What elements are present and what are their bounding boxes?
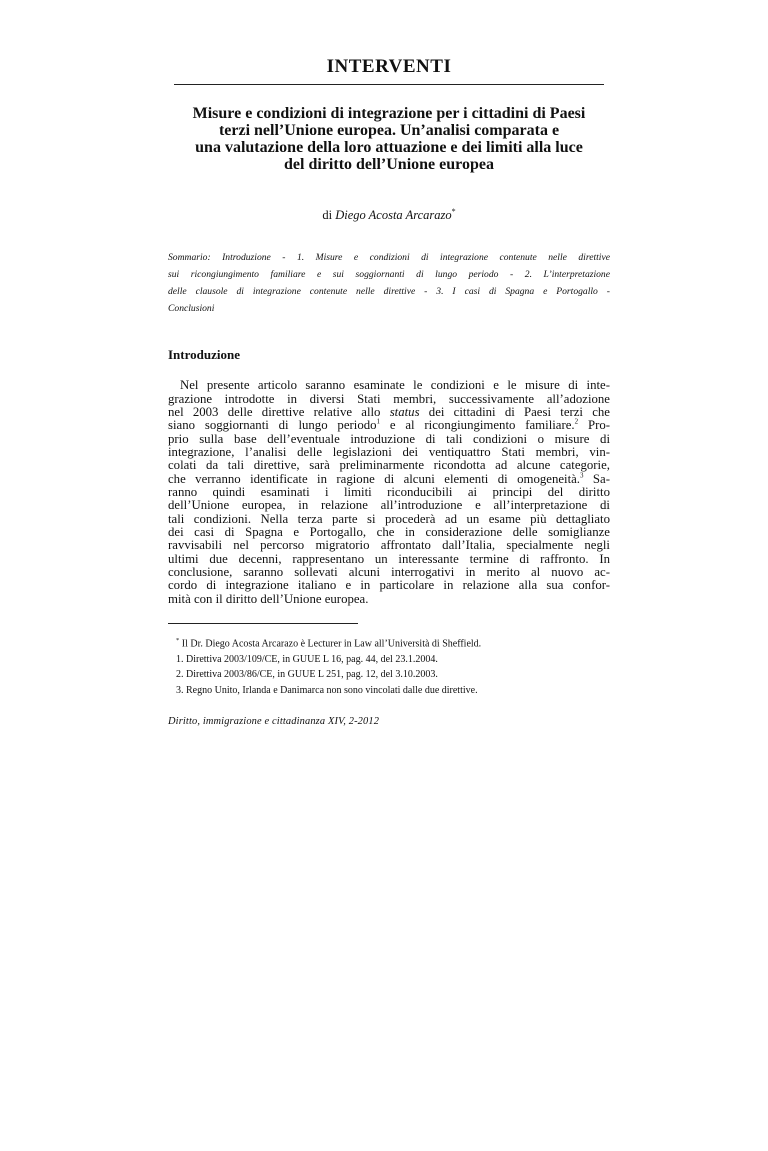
- article-title-line: Misure e condizioni di integrazione per i cittadini di Paesi: [192, 105, 586, 122]
- footnote-text: Il Dr. Diego Acosta Arcarazo è Lecturer in Law all’Università di Sheffield.: [179, 638, 482, 650]
- author-name: Diego Acosta Arcarazo: [335, 208, 452, 223]
- section-heading: Introduzione: [168, 347, 240, 363]
- body-line: ultimi due decenni, rappresentano un interessante termine di raffronto. In: [168, 551, 610, 566]
- body-text-run: siano soggiornanti di lungo periodo: [168, 418, 377, 433]
- article-title-line: una valutazione della loro attuazione e dei limiti alla luce: [195, 139, 583, 156]
- footnote-mark: *: [176, 637, 180, 644]
- journal-reference: Diritto, immigrazione e cittadinanza XIV, 2-2012: [168, 716, 380, 728]
- footnote-text: 1. Direttiva 2003/109/CE, in GUUE L 16, pag. 44, del 23.1.2004.: [176, 653, 438, 665]
- body-line: integrazione, l’analisi delle legislazioni dei ventiquattro Stati membri, vin-: [168, 444, 610, 459]
- body-line: cordo di integrazione italiano e in particolare in relazione alla sua confor-: [168, 578, 610, 593]
- body-line: colati da tali direttive, sarà preliminarmente ricondotta ad alcune categorie,: [168, 458, 610, 473]
- title-rule: [174, 84, 604, 85]
- body-line: ravvisabili nel percorso migratorio affrontato dall’Italia, specialmente negli: [168, 538, 610, 553]
- body-line: dei casi di Spagna e Portogallo, che in considerazione delle somiglianze: [168, 524, 610, 539]
- body-paragraph: [168, 379, 610, 606]
- summary-line: sui ricongiungimento familiare e sui soggiornanti di lungo periodo - 2. L’interpretazione: [168, 269, 610, 281]
- document-page: [168, 56, 610, 727]
- article-title-line: terzi nell’Unione europea. Un’analisi comparata e: [218, 122, 560, 139]
- footnote-text: 2. Direttiva 2003/86/CE, in GUUE L 251, pag. 12, del 3.10.2003.: [176, 669, 438, 681]
- footnote-ref: 2: [574, 417, 579, 426]
- body-text-run: che verranno identificate in ragione di alcuni elementi di omogeneità.: [168, 471, 581, 486]
- footnote-ref: 1: [376, 417, 381, 426]
- body-line: conclusione, saranno sollevati alcuni interrogativi in merito al nuovo ac-: [168, 564, 610, 579]
- body-line: ranno quindi esaminati i limiti riconducibili ai principi del diritto: [168, 484, 610, 499]
- summary-line: Conclusioni: [168, 303, 215, 315]
- body-text-run: dei cittadini di Paesi terzi che: [428, 404, 610, 419]
- body-text-run: Sa-: [583, 471, 610, 486]
- body-line: grazione introdotte in diversi Stati membri, successivamente all’adozione: [168, 391, 610, 406]
- footnote-ref: 3: [580, 471, 584, 480]
- body-line: mità con il diritto dell’Unione europea.: [168, 591, 369, 606]
- footnotes: [168, 633, 610, 698]
- author-footnote-mark: *: [451, 207, 456, 216]
- article-title-line: del diritto dell’Unione europea: [284, 156, 494, 173]
- footnote: [168, 683, 610, 699]
- body-line: dell’Unione europea, in relazione all’introduzione e all’interpretazione di: [168, 498, 610, 513]
- body-line: tali condizioni. Nella terza parte si procederà ad un esame più dettagliato: [168, 511, 610, 526]
- summary-line: Sommario: Introduzione - 1. Misure e condizioni di integrazione contenute nelle direttive: [168, 252, 610, 264]
- footnote: [168, 633, 610, 652]
- body-line: prio sulla base dell’eventuale introduzione di tali condizioni o misure di: [168, 431, 610, 446]
- body-line: [168, 419, 610, 432]
- byline-prefix: di: [322, 208, 333, 223]
- footnote-divider: [168, 623, 358, 624]
- footnote: [168, 667, 610, 683]
- footnote-text: 3. Regno Unito, Irlanda e Danimarca non sono vincolati dalle due direttive.: [176, 684, 478, 696]
- summary-line: delle clausole di integrazione contenute nelle direttive - 3. I casi di Spagna e Portogallo -: [168, 286, 610, 298]
- article-title: [168, 105, 610, 173]
- section-title: INTERVENTI: [326, 56, 452, 77]
- body-text-run: e al ricongiungimento familiare.: [380, 418, 575, 433]
- summary: [168, 249, 610, 317]
- footnote: [168, 652, 610, 668]
- body-text-run: nel 2003 delle direttive relative allo: [168, 404, 381, 419]
- byline: [168, 207, 610, 223]
- body-line: [168, 473, 610, 486]
- body-text-run: Pro-: [578, 418, 610, 433]
- italic-term: status: [389, 404, 420, 419]
- body-line: Nel presente articolo saranno esaminate le condizioni e le misure di inte-: [180, 378, 610, 393]
